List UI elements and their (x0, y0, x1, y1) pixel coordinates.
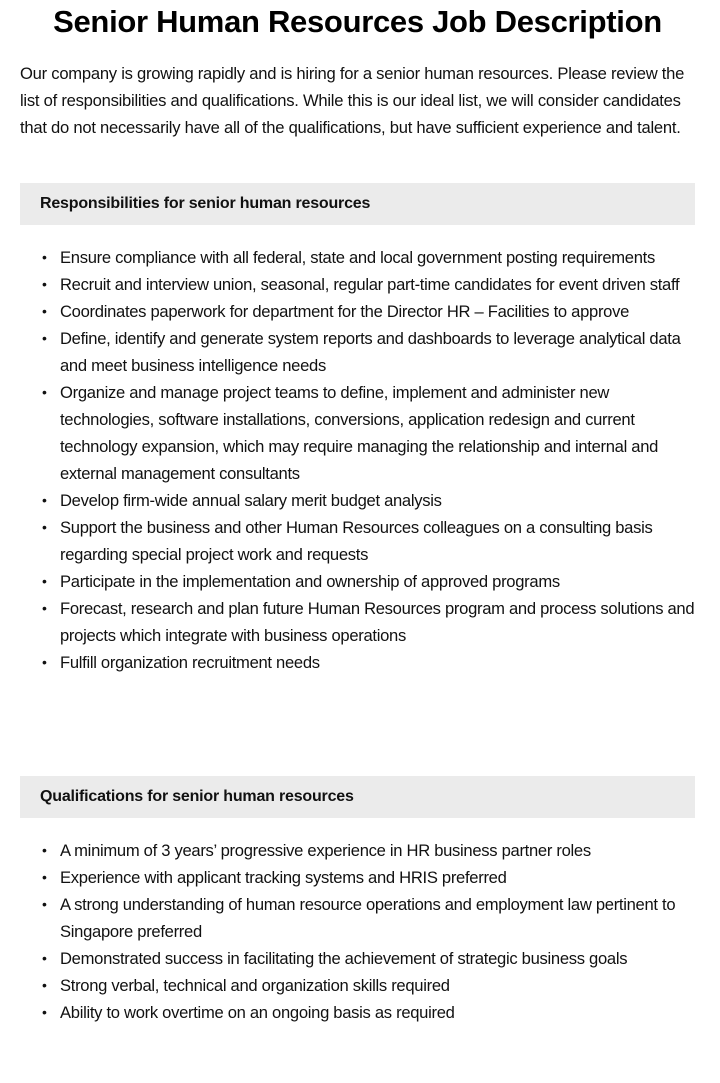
list-item: • Demonstrated success in facilitating the achievement of strategic business goals (60, 945, 695, 972)
list-item: • Coordinates paperwork for department for the Director HR – Facilities to approve (60, 298, 695, 325)
list-item: • A strong understanding of human resource operations and employment law pertinent to Singapore preferred (60, 891, 695, 945)
bullet-icon: • (42, 842, 47, 858)
bullet-icon: • (42, 869, 47, 885)
bullet-icon: • (42, 303, 47, 319)
bullet-icon: • (42, 492, 47, 508)
list-item: • Recruit and interview union, seasonal, regular part-time candidates for event driven staff (60, 271, 695, 298)
bullet-icon: • (42, 573, 47, 589)
bullet-icon: • (42, 977, 47, 993)
intro-paragraph: Our company is growing rapidly and is hiring for a senior human resources. Please review the list of responsibilities and qualifications. While this is our ideal list, we will consider candidates that do not necessarily have all of the qualifications, but have sufficient experience and talent. (20, 64, 685, 137)
bullet-icon: • (42, 276, 47, 292)
list-item: • Fulfill organization recruitment needs (60, 649, 695, 676)
bullet-icon: • (42, 896, 47, 912)
bullet-icon: • (42, 330, 47, 346)
bullet-icon: • (42, 600, 47, 616)
list-item: • Develop firm-wide annual salary merit budget analysis (60, 487, 695, 514)
bullet-icon: • (42, 950, 47, 966)
list-item: • Define, identify and generate system reports and dashboards to leverage analytical data and meet business intelligence needs (60, 325, 695, 379)
responsibilities-heading: Responsibilities for senior human resources (20, 183, 695, 225)
bullet-icon: • (42, 654, 47, 670)
bullet-icon: • (42, 519, 47, 535)
list-item: • A minimum of 3 years’ progressive experience in HR business partner roles (60, 837, 695, 864)
bullet-icon: • (42, 249, 47, 265)
bullet-icon: • (42, 384, 47, 400)
responsibilities-list (20, 244, 695, 676)
list-item: • Ensure compliance with all federal, state and local government posting requirements (60, 244, 695, 271)
list-item: • Forecast, research and plan future Human Resources program and process solutions and projects which integrate with business operations (60, 595, 695, 649)
qualifications-heading: Qualifications for senior human resources (20, 776, 695, 818)
list-item: • Experience with applicant tracking systems and HRIS preferred (60, 864, 695, 891)
list-item: • Strong verbal, technical and organization skills required (60, 972, 695, 999)
list-item: • Participate in the implementation and ownership of approved programs (60, 568, 695, 595)
qualifications-list (20, 837, 695, 1026)
list-item: • Organize and manage project teams to define, implement and administer new technologies, software installations, conversions, application redesign and current technology expansion, which may require managing the relationship and internal and external management consultants (60, 379, 695, 487)
page-title: Senior Human Resources Job Description (53, 4, 662, 39)
list-item: • Support the business and other Human Resources colleagues on a consulting basis regarding special project work and requests (60, 514, 695, 568)
bullet-icon: • (42, 1004, 47, 1020)
list-item: • Ability to work overtime on an ongoing basis as required (60, 999, 695, 1026)
